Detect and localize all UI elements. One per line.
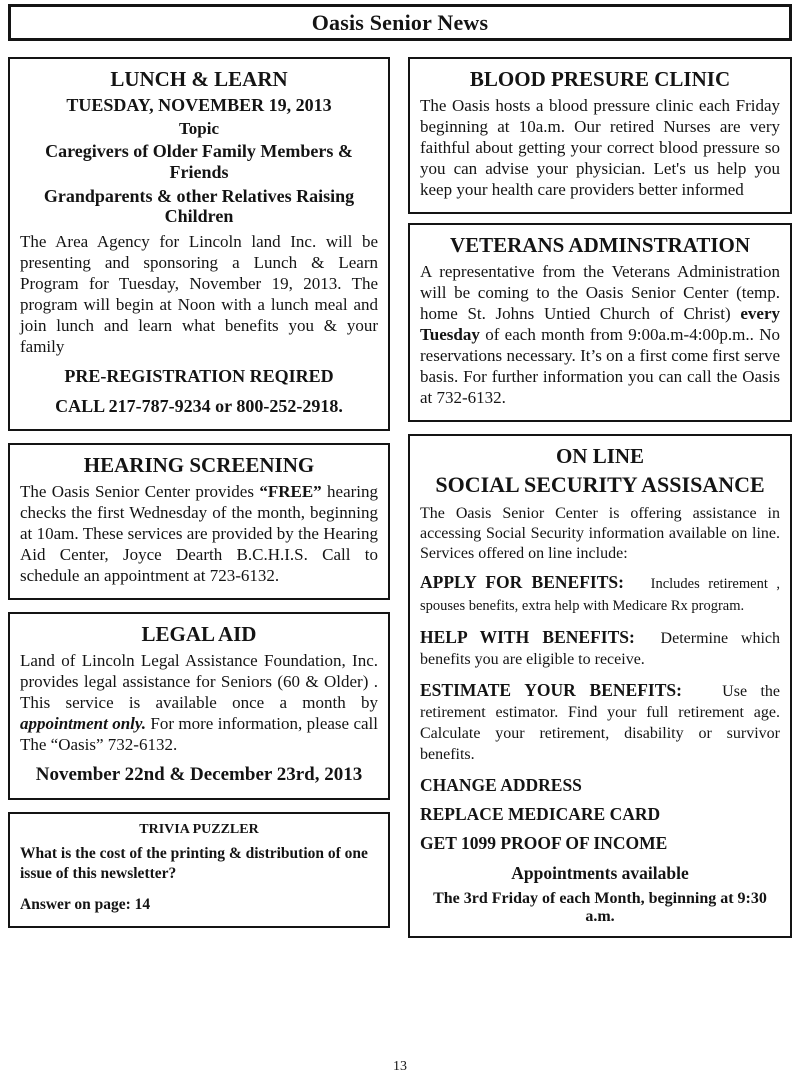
ss-item-estimate-label: ESTIMATE YOUR BENEFITS: bbox=[420, 679, 682, 700]
every-tuesday-emphasis: every Tuesday bbox=[420, 304, 780, 345]
lunch-learn-topic-label: Topic bbox=[178, 118, 219, 138]
ss-change-address: CHANGE ADDRESS bbox=[420, 774, 582, 795]
appointment-only-emphasis: appointment only. bbox=[20, 713, 147, 733]
content-columns bbox=[0, 57, 800, 950]
legal-body-before: Land of Lincoln Legal Assistance Foundation, Inc. provides legal assistance for Seniors (60 & Older) . This service is available once a month by bbox=[20, 650, 378, 712]
trivia-question: What is the cost of the printing & distribution of one issue of this newsletter? bbox=[20, 844, 368, 882]
lunch-learn-box bbox=[8, 57, 390, 431]
legal-aid-dates: November 22nd & December 23rd, 2013 bbox=[35, 763, 363, 785]
veterans-title: VETERANS ADMINSTRATION bbox=[449, 233, 751, 258]
ss-item-apply-label: APPLY FOR BENEFITS: bbox=[420, 571, 624, 592]
social-security-title-line1: ON LINE bbox=[555, 444, 645, 469]
trivia-answer-line: Answer on page: 14 bbox=[20, 895, 151, 913]
legal-aid-body bbox=[20, 650, 378, 755]
free-emphasis: “FREE” bbox=[259, 481, 322, 501]
blood-pressure-title: BLOOD PRESURE CLINIC bbox=[469, 67, 731, 91]
veterans-body-after: of each month from 9:00a.m-4:00p.m.. No reservations necessary. It’s on a first come first serve basis. For further information you can call the Oasis at 732-6132. bbox=[420, 325, 780, 408]
lunch-learn-topic-2: Grandparents & other Relatives Raising Children bbox=[43, 185, 355, 227]
lunch-learn-body: The Area Agency for Lincoln land Inc. will be presenting and sponsoring a Lunch & Learn Program for Tuesday, November 19, 2013. The program will begin at Noon with a lunch meal and join lunch and learn what benefits you & your family bbox=[20, 232, 378, 357]
ss-item-estimate bbox=[420, 680, 780, 765]
ss-item-estimate-text: Use the retirement estimator. Find your full retirement age. Calculate your retirement, disability or survivor benefits. bbox=[420, 682, 780, 763]
ss-replace-medicare-card: REPLACE MEDICARE CARD bbox=[420, 803, 661, 824]
social-security-title-line2: SOCIAL SECURITY ASSISANCE bbox=[435, 472, 765, 498]
veterans-body-before: A representative from the Veterans Administration will be coming to the Oasis Senior Center (temp. home St. Johns Untied Church of Christ) bbox=[420, 262, 780, 324]
left-column bbox=[8, 57, 390, 940]
veterans-administration-box bbox=[408, 223, 792, 422]
trivia-puzzler-title: TRIVIA PUZZLER bbox=[139, 821, 259, 837]
lunch-learn-call-line: CALL 217-787-9234 or 800-252-2918. bbox=[55, 395, 343, 416]
trivia-puzzler-box bbox=[8, 812, 390, 928]
social-security-box bbox=[408, 434, 792, 938]
ss-appointments-line: Appointments available bbox=[511, 863, 689, 884]
legal-body-after: For more information, please call The “Oasis” 732-6132. bbox=[20, 713, 378, 754]
ss-item-apply bbox=[420, 572, 780, 617]
hearing-screening-title: HEARING SCREENING bbox=[83, 452, 315, 477]
ss-item-apply-text: Includes retirement , spouses benefits, extra help with Medicare Rx program. bbox=[420, 575, 781, 614]
hearing-screening-body bbox=[20, 481, 378, 586]
newsletter-masthead bbox=[8, 4, 792, 41]
page-number: 13 bbox=[393, 1059, 407, 1074]
right-column bbox=[408, 57, 792, 950]
veterans-body bbox=[420, 261, 780, 408]
ss-get-1099: GET 1099 PROOF OF INCOME bbox=[420, 832, 668, 853]
hearing-body-before: The Oasis Senior Center provides bbox=[20, 481, 260, 501]
hearing-body-after: hearing checks the first Wednesday of the month, beginning at 10am. These services are provided by the Hearing Aid Center, Joyce Dearth B.C.H.I.S. Call to schedule an appointment at 723-6132. bbox=[20, 481, 379, 585]
ss-item-help-label: HELP WITH BENEFITS: bbox=[420, 626, 635, 647]
lunch-learn-date: TUESDAY, NOVEMBER 19, 2013 bbox=[66, 95, 332, 116]
ss-item-help-text: Determine which benefits you are eligible to receive. bbox=[420, 629, 781, 668]
lunch-learn-topic-1: Caregivers of Older Family Members & Friends bbox=[45, 141, 353, 183]
blood-pressure-clinic-box bbox=[408, 57, 792, 214]
legal-aid-title: LEGAL AID bbox=[141, 621, 257, 646]
hearing-screening-box bbox=[8, 443, 390, 600]
blood-pressure-body: The Oasis hosts a blood pressure clinic each Friday beginning at 10a.m. Our retired Nurses are very faithful about getting your correct blood pressure so you can advise your physician. Let's us help you keep your health care providers better informed bbox=[420, 96, 780, 200]
lunch-learn-preregistration: PRE-REGISTRATION REQIRED bbox=[64, 366, 334, 387]
newsletter-title: Oasis Senior News bbox=[311, 9, 489, 35]
ss-item-help bbox=[420, 627, 780, 670]
ss-appointments-detail: The 3rd Friday of each Month, beginning at 9:30 a.m. bbox=[433, 890, 767, 926]
social-security-intro: The Oasis Senior Center is offering assistance in accessing Social Security information available on line. Services offered on line include: bbox=[420, 504, 780, 562]
lunch-learn-title: LUNCH & LEARN bbox=[110, 67, 288, 91]
legal-aid-box bbox=[8, 612, 390, 800]
